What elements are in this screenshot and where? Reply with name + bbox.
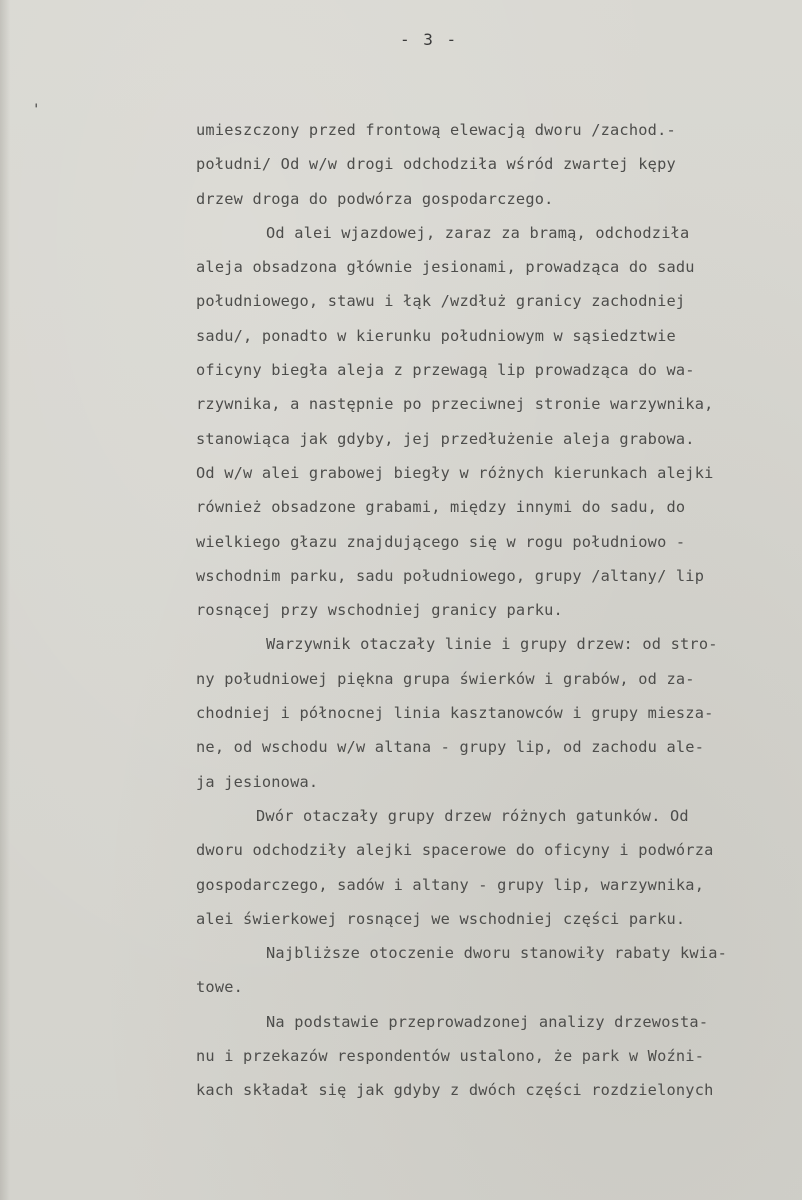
text-line: ny południowej piękna grupa świerków i grabów, od za- bbox=[196, 669, 695, 688]
text-line: towe. bbox=[196, 978, 244, 997]
text-line: sadu/, ponadto w kierunku południowym w sąsiedztwie bbox=[196, 326, 676, 345]
text-line: gospodarczego, sadów i altany - grupy lip, warzywnika, bbox=[196, 875, 705, 894]
text-line: Warzywnik otaczały linie i grupy drzew: od stro- bbox=[266, 635, 718, 654]
page-number: - 3 - bbox=[400, 30, 459, 49]
text-line: wschodnim parku, sadu południowego, grupy /altany/ lip bbox=[196, 566, 705, 585]
text-line: Od alei wjazdowej, zaraz za bramą, odchodziła bbox=[266, 223, 690, 242]
text-line: Na podstawie przeprowadzonej analizy drzewosta- bbox=[266, 1012, 709, 1031]
text-line: oficyny biegła aleja z przewagą lip prowadząca do wa- bbox=[196, 361, 695, 380]
text-line: rosnącej przy wschodniej granicy parku. bbox=[196, 601, 563, 620]
text-line: dworu odchodziły alejki spacerowe do oficyny i podwórza bbox=[196, 841, 714, 860]
typewritten-text bbox=[196, 113, 776, 1108]
text-line: nu i przekazów respondentów ustalono, że park w Woźni- bbox=[196, 1047, 705, 1066]
text-line: rzywnika, a następnie po przeciwnej stronie warzywnika, bbox=[196, 395, 714, 414]
text-line: stanowiąca jak gdyby, jej przedłużenie aleja grabowa. bbox=[196, 429, 695, 448]
text-line: ja jesionowa. bbox=[196, 772, 319, 791]
text-line: wielkiego głazu znajdującego się w rogu południowo - bbox=[196, 532, 686, 551]
text-line: alei świerkowej rosnącej we wschodniej części parku. bbox=[196, 909, 686, 928]
text-line: Dwór otaczały grupy drzew różnych gatunków. Od bbox=[256, 806, 689, 825]
text-line: również obsadzone grabami, między innymi do sadu, do bbox=[196, 498, 686, 517]
text-line: południowego, stawu i łąk /wzdłuż granicy zachodniej bbox=[196, 292, 686, 311]
text-line: Od w/w alei grabowej biegły w różnych kierunkach alejki bbox=[196, 463, 714, 482]
text-line: kach składał się jak gdyby z dwóch części rozdzielonych bbox=[196, 1081, 714, 1100]
text-line: ne, od wschodu w/w altana - grupy lip, od zachodu ale- bbox=[196, 738, 705, 757]
text-line: Najbliższe otoczenie dworu stanowiły rabaty kwia- bbox=[266, 944, 728, 963]
paper-edge-shadow bbox=[0, 0, 10, 1200]
text-line: aleja obsadzona głównie jesionami, prowadząca do sadu bbox=[196, 258, 695, 277]
text-line: umieszczony przed frontową elewacją dworu /zachod.- bbox=[196, 121, 676, 139]
text-line: chodniej i północnej linia kasztanowców i grupy miesza- bbox=[196, 704, 714, 723]
margin-mark: ' bbox=[32, 102, 41, 118]
text-line: drzew droga do podwórza gospodarczego. bbox=[196, 189, 554, 208]
text-line: południ/ Od w/w drogi odchodziła wśród zwartej kępy bbox=[196, 155, 676, 174]
